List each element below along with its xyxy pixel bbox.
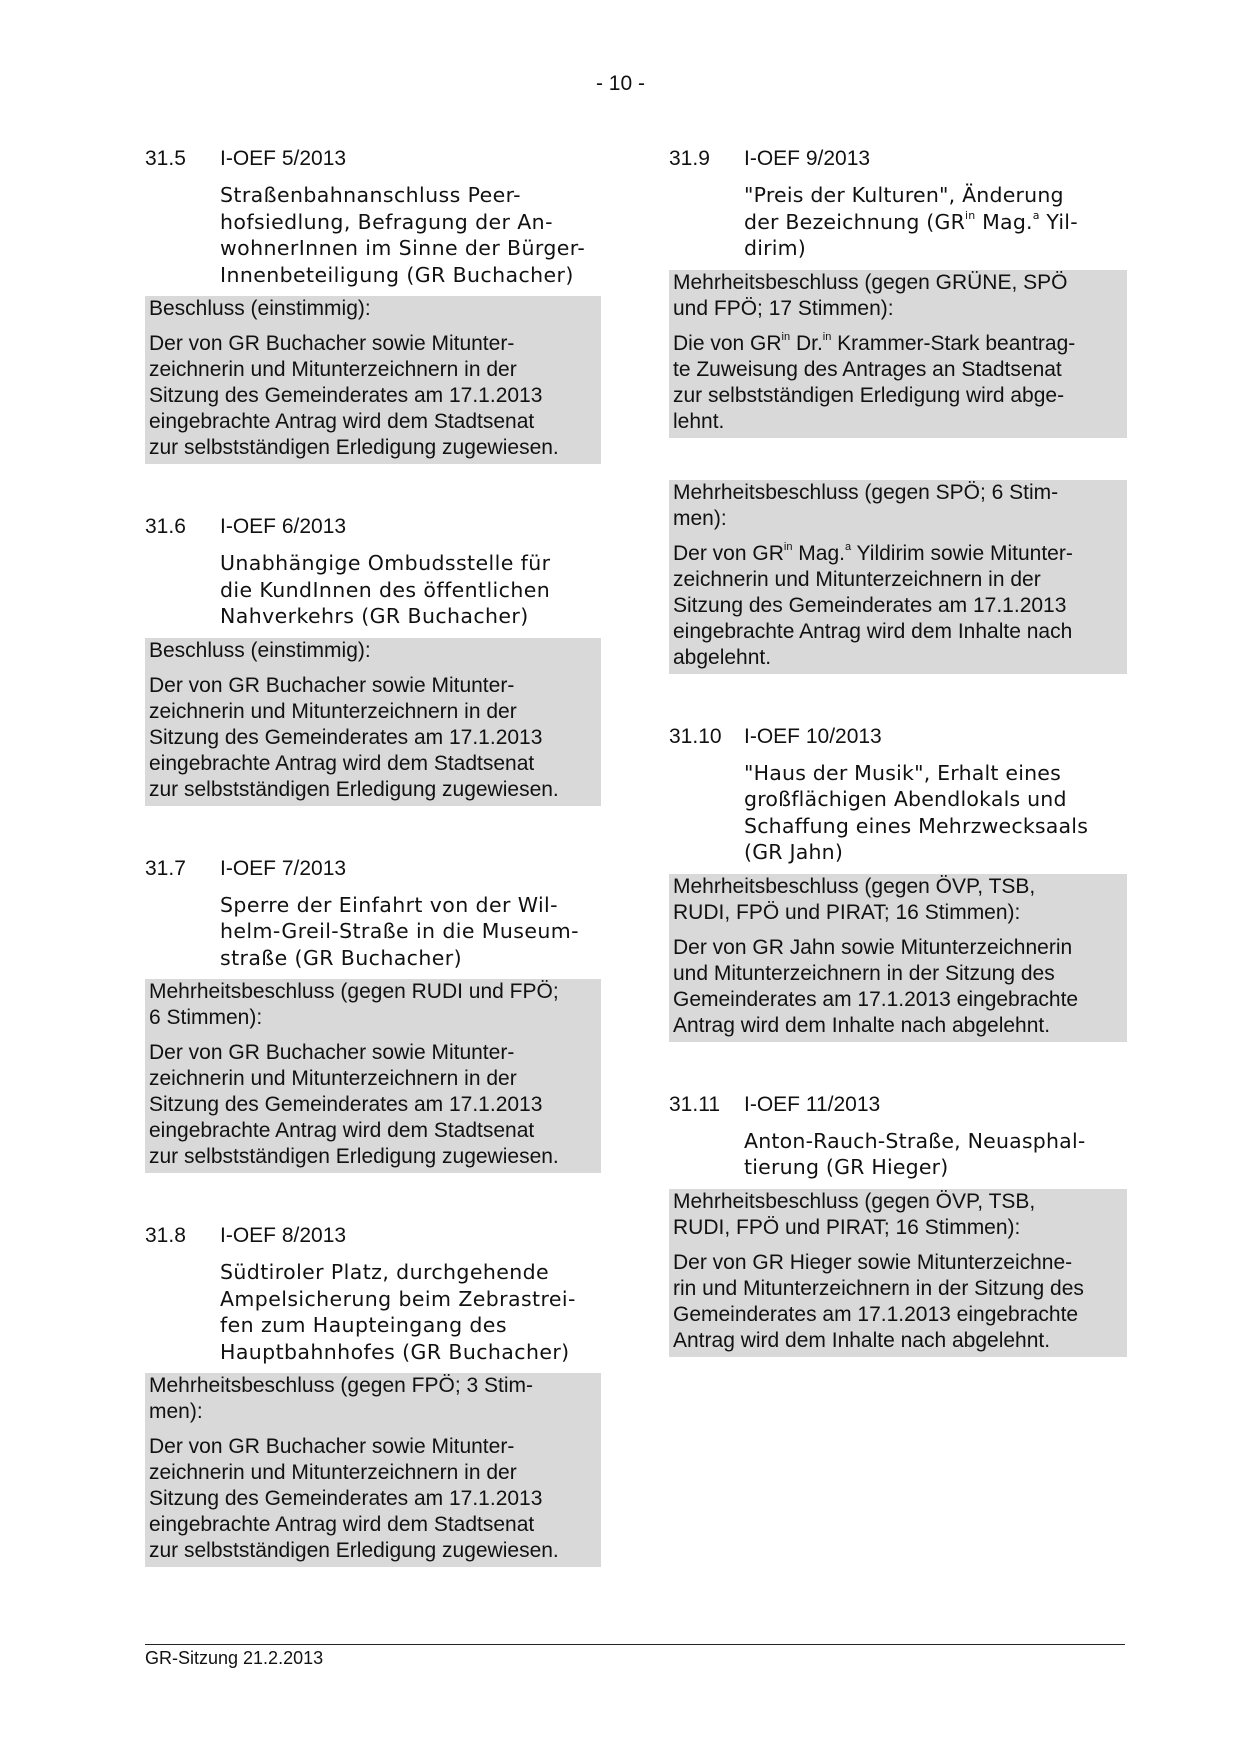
item-title-line: dirim) [744,236,806,260]
superscript: in [965,208,976,222]
item-title: Südtiroler Platz, durchgehende Ampelsicherung beim Zebrastrei- fen zum Haupteingang des Hauptbahnhofes (GR Buchacher) [220,1260,576,1364]
item-header [669,146,1127,172]
resolution-fragment: Der von GR [673,541,784,565]
item-title [744,182,1127,262]
item-code: I-OEF 5/2013 [220,147,347,170]
item-code: I-OEF 10/2013 [744,724,882,748]
resolution-rest: zeichnerin und Mitunterzeichnern in der Sitzung des Gemeinderates am 17.1.2013 eingebrachte Antrag wird dem Inhalte nach abgelehnt. [673,567,1073,669]
superscript: in [781,330,791,343]
resolution-rest: te Zuweisung des Antrages an Stadtsenat zur selbstständigen Erledigung wird abge- lehnt. [673,357,1065,433]
item-header [145,1223,601,1249]
resolution-line [673,331,1123,357]
item-title: Unabhängige Ombudsstelle für die KundInnen des öffentlichen Nahverkehrs (GR Buchacher) [220,551,551,628]
resolution-fragment: Die von GR [673,331,782,355]
superscript: a [1032,208,1040,222]
title-text: der Bezeichnung (GR [744,209,966,234]
resolution-label: Beschluss (einstimmig): [149,638,371,662]
resolution-text: Der von GR Buchacher sowie Mitunter- zeichnerin und Mitunterzeichnern in der Sitzung des Gemeinderates am 17.1.2013 eingebrachte Antrag wird dem Stadtsenat zur selbstständigen Erledigung zugewiesen. [149,673,559,801]
item-number: 31.11 [669,1092,720,1116]
agenda-item-31-11 [669,1092,1127,1357]
agenda-item-31-9 [669,146,1127,674]
superscript: in [783,540,793,553]
footer-text: GR-Sitzung 21.2.2013 [145,1648,324,1668]
item-title-line: "Preis der Kulturen", Änderung [744,183,1064,207]
item-number: 31.8 [145,1224,186,1247]
item-header [669,724,1127,750]
resolution-block [145,979,601,1173]
agenda-item-31-10 [669,724,1127,1042]
item-number: 31.10 [669,724,722,748]
resolution-text: Der von GR Buchacher sowie Mitunter- zeichnerin und Mitunterzeichnern in der Sitzung des Gemeinderates am 17.1.2013 eingebrachte Antrag wird dem Stadtsenat zur selbstständigen Erledigung zugewiesen. [149,332,559,459]
item-code: I-OEF 9/2013 [744,147,871,170]
resolution-block [669,1189,1127,1357]
resolution-text [673,331,1123,435]
resolution-block [145,638,601,806]
item-code: I-OEF 7/2013 [220,856,347,880]
item-code: I-OEF 6/2013 [220,515,347,538]
resolution-block [669,480,1127,674]
title-text: Mag. [975,209,1033,234]
item-header [145,856,601,882]
item-title: Anton-Rauch-Straße, Neuasphal- tierung (GR Hieger) [744,1128,1086,1179]
resolution-block [669,270,1127,438]
item-code: I-OEF 8/2013 [220,1224,347,1247]
agenda-item-31-8 [145,1223,601,1567]
resolution-label: Mehrheitsbeschluss (gegen ÖVP, TSB, RUDI, FPÖ und PIRAT; 16 Stimmen): [673,1189,1036,1239]
item-header [669,1092,1127,1118]
resolution-block [145,1373,601,1567]
resolution-label: Mehrheitsbeschluss (gegen ÖVP, TSB, RUDI, FPÖ und PIRAT; 16 Stimmen): [673,874,1036,924]
item-code: I-OEF 11/2013 [744,1092,881,1116]
item-number: 31.9 [669,147,710,170]
resolution-fragment: Mag. [792,541,845,565]
footer-divider [145,1644,1125,1645]
item-number: 31.5 [145,147,186,170]
resolution-block [145,296,601,464]
item-number: 31.6 [145,515,186,538]
page-number: - 10 - [595,72,645,95]
resolution-text [673,541,1123,671]
right-column [669,146,1127,1357]
resolution-fragment: Yildirim sowie Mitunter- [851,541,1073,565]
item-title: Straßenbahnanschluss Peer- hofsiedlung, Befragung der An- wohnerInnen im Sinne der Bürger- Innenbeteiligung (GR Buchacher) [220,183,586,287]
agenda-item-31-5 [145,146,601,464]
resolution-label: Mehrheitsbeschluss (gegen RUDI und FPÖ; 6 Stimmen): [149,980,559,1029]
superscript: in [822,330,832,343]
resolution-label: Mehrheitsbeschluss (gegen FPÖ; 3 Stim- men): [149,1374,533,1423]
resolution-line [673,541,1123,567]
item-header [145,146,601,172]
item-title: "Haus der Musik", Erhalt eines großflächigen Abendlokals und Schaffung eines Mehrzwecksaals (GR Jahn) [744,760,1089,864]
item-header [145,514,601,540]
item-title: Sperre der Einfahrt von der Wil- helm-Greil-Straße in die Museum- straße (GR Buchacher) [220,892,579,970]
item-number: 31.7 [145,856,186,880]
resolution-fragment: Dr. [790,331,823,355]
item-title-line [744,209,1127,236]
agenda-item-31-7 [145,856,601,1174]
resolution-fragment: Krammer-Stark beantrag- [831,331,1076,355]
resolution-label: Mehrheitsbeschluss (gegen GRÜNE, SPÖ und FPÖ; 17 Stimmen): [673,270,1068,320]
resolution-block [669,874,1127,1042]
title-text: Yil- [1039,209,1078,234]
resolution-label: Beschluss (einstimmig): [149,297,371,320]
resolution-text: Der von GR Buchacher sowie Mitunter- zeichnerin und Mitunterzeichnern in der Sitzung des Gemeinderates am 17.1.2013 eingebrachte Antrag wird dem Stadtsenat zur selbstständigen Erledigung zugewiesen. [149,1041,559,1168]
left-column [145,146,601,1567]
superscript: a [844,540,852,553]
resolution-label: Mehrheitsbeschluss (gegen SPÖ; 6 Stim- men): [673,480,1059,530]
resolution-text: Der von GR Hieger sowie Mitunterzeichne- rin und Mitunterzeichnern in der Sitzung des Gemeinderates am 17.1.2013 eingebrachte Antrag wird dem Inhalte nach abgelehnt. [673,1250,1084,1352]
resolution-text: Der von GR Jahn sowie Mitunterzeichnerin und Mitunterzeichnern in der Sitzung des Gemeinderates am 17.1.2013 eingebrachte Antrag wird dem Inhalte nach abgelehnt. [673,935,1079,1037]
agenda-item-31-6 [145,514,601,806]
resolution-text: Der von GR Buchacher sowie Mitunter- zeichnerin und Mitunterzeichnern in der Sitzung des Gemeinderates am 17.1.2013 eingebrachte Antrag wird dem Stadtsenat zur selbstständigen Erledigung zugewiesen. [149,1435,559,1562]
